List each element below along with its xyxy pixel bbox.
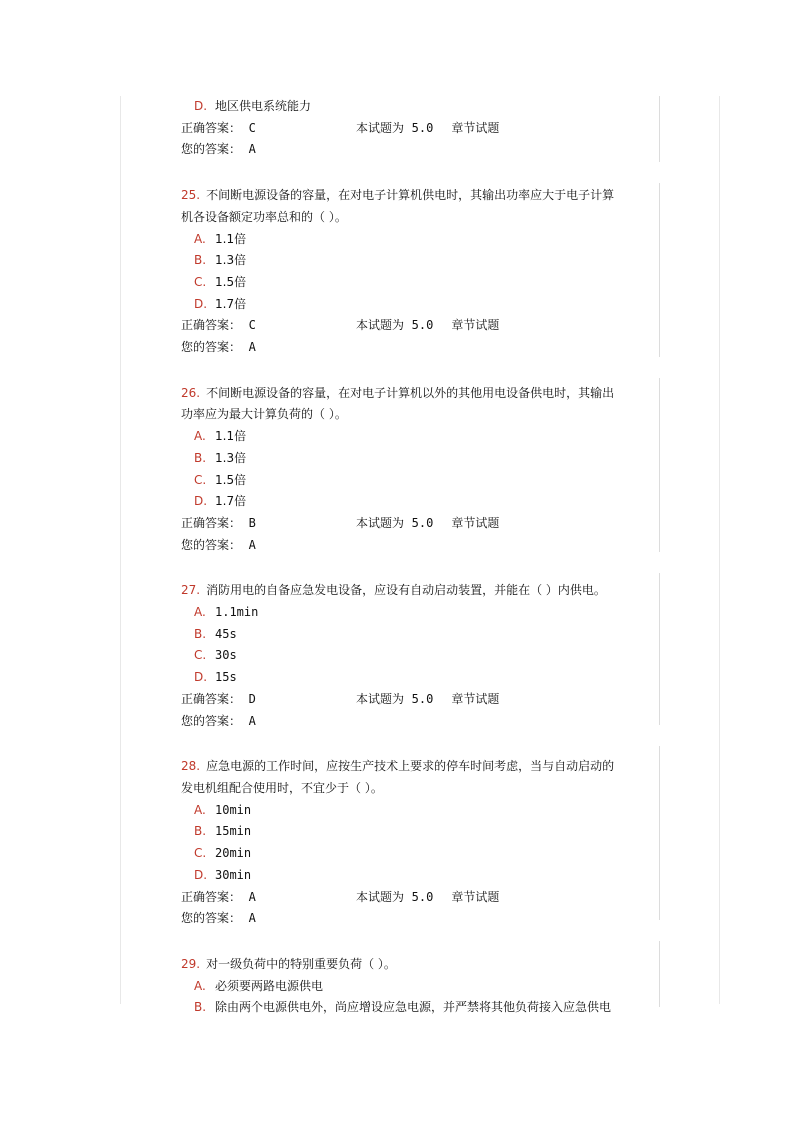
page-frame-right [719, 96, 720, 1004]
your-answer-value: A [248, 713, 256, 728]
option-letter: A. [194, 605, 206, 620]
your-answer-row [181, 337, 661, 359]
option-text: 1.5倍 [215, 274, 247, 289]
correct-answer-row [181, 315, 661, 337]
your-answer-row [181, 535, 661, 557]
option-text: 1.5倍 [215, 472, 247, 487]
question-text: 26. 不间断电源设备的容量，在对电子计算机以外的其他用电设备供电时，其输出 [181, 385, 615, 400]
your-answer-row [181, 908, 661, 930]
score-label: 本试题为 [356, 515, 405, 530]
section-label: 章节试题 [451, 691, 500, 706]
question-number: 27. [181, 583, 201, 598]
your-answer-value: A [248, 142, 256, 157]
option-letter: C. [194, 274, 207, 289]
correct-answer-label: 正确答案： [181, 691, 242, 706]
option-letter: B. [194, 1000, 207, 1015]
option-letter: D. [194, 867, 208, 882]
option-letter: C. [194, 648, 207, 663]
option-letter: D. [194, 670, 208, 685]
option-text: 15min [215, 824, 252, 839]
correct-answer-row [181, 887, 661, 909]
question-number: 29. [181, 956, 201, 971]
option-a[interactable] [181, 976, 661, 998]
your-answer-row [181, 711, 661, 733]
score-label: 本试题为 [356, 318, 405, 333]
correct-answer-row [181, 513, 661, 535]
option-a[interactable] [181, 426, 661, 448]
score-value: 5.0 [411, 691, 434, 706]
correct-answer-value: C [248, 120, 256, 135]
option-a[interactable] [181, 229, 661, 251]
your-answer-label: 您的答案： [181, 713, 242, 728]
option-d[interactable] [181, 491, 661, 513]
option-text: 30s [215, 648, 237, 663]
option-a[interactable] [181, 602, 661, 624]
option-letter: D. [194, 494, 208, 509]
section-label: 章节试题 [451, 318, 500, 333]
correct-answer-label: 正确答案： [181, 120, 242, 135]
option-text: 1.1倍 [215, 231, 247, 246]
question-number: 26. [181, 385, 201, 400]
option-text: 1.1min [215, 605, 259, 620]
correct-answer-row [181, 118, 661, 140]
option-letter: C. [194, 472, 207, 487]
question-29 [181, 954, 661, 1019]
option-letter: A. [194, 429, 206, 444]
question-24-tail [181, 96, 661, 161]
option-d [181, 96, 661, 118]
section-label: 章节试题 [451, 889, 500, 904]
option-b[interactable] [181, 250, 661, 272]
score-value: 5.0 [411, 889, 434, 904]
option-letter: B. [194, 626, 207, 641]
your-answer-label: 您的答案： [181, 537, 242, 552]
correct-answer-value: D [248, 691, 256, 706]
question-26 [181, 383, 661, 557]
score-label: 本试题为 [356, 889, 405, 904]
question-text: 29. 对一级负荷中的特别重要负荷（ ）。 [181, 956, 396, 971]
option-letter: B. [194, 450, 207, 465]
option-letter: D. [194, 296, 208, 311]
your-answer-row [181, 139, 661, 161]
option-text: 1.3倍 [215, 253, 247, 268]
score-label: 本试题为 [356, 120, 405, 135]
option-b[interactable] [181, 448, 661, 470]
option-d[interactable] [181, 865, 661, 887]
question-text: 27. 消防用电的自备应急发电设备，应设有自动启动装置，并能在（ ）内供电。 [181, 583, 606, 598]
option-letter: B. [194, 253, 207, 268]
question-text: 28. 应急电源的工作时间，应按生产技术上要求的停车时间考虑，当与自动启动的 [181, 759, 615, 774]
option-letter: A. [194, 802, 206, 817]
question-text-cont: 机各设备额定功率总和的（ ）。 [181, 209, 347, 224]
option-letter: A. [194, 231, 206, 246]
question-text: 25. 不间断电源设备的容量，在对电子计算机供电时，其输出功率应大于电子计算 [181, 188, 615, 203]
option-text: 30min [215, 867, 252, 882]
score-value: 5.0 [411, 515, 434, 530]
option-text: 1.7倍 [215, 494, 247, 509]
option-text: 必须要两路电源供电 [215, 978, 324, 993]
question-27 [181, 580, 661, 732]
option-letter: D. [194, 99, 208, 113]
question-text-cont: 功率应为最大计算负荷的（ ）。 [181, 407, 347, 422]
your-answer-value: A [248, 537, 256, 552]
option-d[interactable] [181, 667, 661, 689]
correct-answer-value: A [248, 889, 256, 904]
section-label: 章节试题 [451, 515, 500, 530]
option-text: 1.7倍 [215, 296, 247, 311]
option-letter: B. [194, 824, 207, 839]
option-text: 15s [215, 670, 237, 685]
option-text: 除由两个电源供电外，尚应增设应急电源，并严禁将其他负荷接入应急供电 [215, 1000, 612, 1015]
option-c[interactable] [181, 645, 661, 667]
question-list [181, 96, 661, 1019]
your-answer-value: A [248, 340, 256, 355]
correct-answer-value: C [248, 318, 256, 333]
your-answer-label: 您的答案： [181, 142, 242, 157]
page-frame-left [120, 96, 121, 1004]
question-25 [181, 185, 661, 359]
option-c[interactable] [181, 470, 661, 492]
option-text: 1.3倍 [215, 450, 247, 465]
your-answer-label: 您的答案： [181, 340, 242, 355]
option-text: 45s [215, 626, 237, 641]
question-number: 25. [181, 188, 201, 203]
your-answer-label: 您的答案： [181, 911, 242, 926]
correct-answer-label: 正确答案： [181, 318, 242, 333]
score-label: 本试题为 [356, 691, 405, 706]
correct-answer-label: 正确答案： [181, 515, 242, 530]
option-d[interactable] [181, 294, 661, 316]
score-value: 5.0 [411, 318, 434, 333]
option-text: 10min [215, 802, 252, 817]
option-b[interactable] [181, 821, 661, 843]
question-text-cont: 发电机组配合使用时，不宜少于（ ）。 [181, 780, 383, 795]
option-b[interactable] [181, 997, 661, 1019]
correct-answer-row [181, 689, 661, 711]
option-b[interactable] [181, 624, 661, 646]
question-28 [181, 756, 661, 930]
option-text: 1.1倍 [215, 429, 247, 444]
correct-answer-value: B [248, 515, 256, 530]
option-c[interactable] [181, 272, 661, 294]
option-text: 20min [215, 846, 252, 861]
correct-answer-label: 正确答案： [181, 889, 242, 904]
option-c[interactable] [181, 843, 661, 865]
option-text: 地区供电系统能力 [215, 99, 312, 113]
score-value: 5.0 [411, 120, 434, 135]
option-letter: C. [194, 846, 207, 861]
option-a[interactable] [181, 800, 661, 822]
section-label: 章节试题 [451, 120, 500, 135]
question-number: 28. [181, 759, 201, 774]
option-letter: A. [194, 978, 206, 993]
your-answer-value: A [248, 911, 256, 926]
